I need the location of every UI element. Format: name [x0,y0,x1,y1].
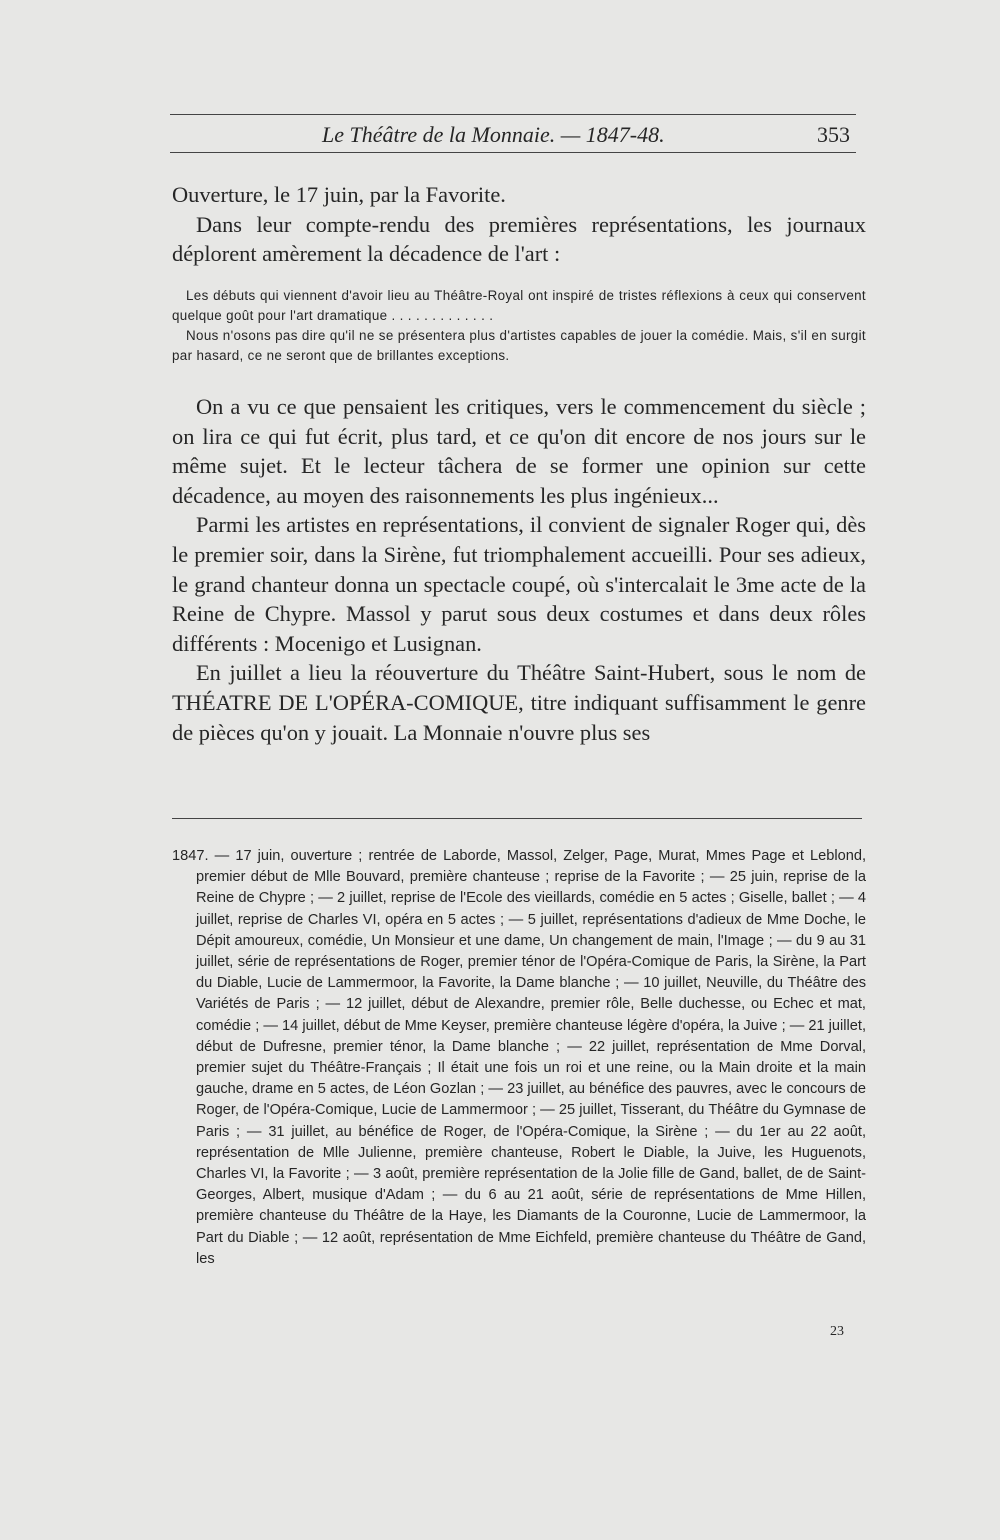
quote-paragraph: Nous n'osons pas dire qu'il ne se présentera plus d'artistes capables de jouer la comédie. Mais, s'il en surgit par hasard, ce ne seront que de brillantes exceptions. [172,328,866,363]
running-header [172,122,850,152]
paragraph: On a vu ce que pensaient les critiques, vers le commencement du siècle ; on lira ce qui fut écrit, plus tard, et ce qu'on dit encore de nos jours sur le même sujet. Et le lecteur tâchera de se former une opinion sur cette décadence, au moyen des raisonnements les plus ingénieux... [172,394,866,508]
header-rule-bottom [170,152,856,153]
page-number: 353 [817,122,850,147]
footnote-rule [172,818,862,819]
paragraph: En juillet a lieu la réouverture du Théâtre Saint-Hubert, sous le nom de THÉATRE DE L'OPÉRA-COMIQUE, titre indiquant suffisamment le genre de pièces qu'on y jouait. La Monnaie n'ouvre plus ses [172,660,866,745]
quote-paragraph: Les débuts qui viennent d'avoir lieu au Théâtre-Royal ont inspiré de tristes réflexions à ceux qui conservent quelque goût pour l'art dramatique . . . . . . . . . . . . . [172,288,866,323]
footnote-text: 1847. — 17 juin, ouverture ; rentrée de Laborde, Massol, Zelger, Page, Murat, Mmes Page et Leblond, premier début de Mlle Bouvard, première chanteuse ; reprise de la Favorite ; — 25 juin, reprise de la Reine de Chypre ; — 2 juillet, reprise de l'Ecole des vieillards, comédie en 5 actes ; Giselle, ballet ; — 4 juillet, reprise de Charles VI, opéra en 5 actes ; — 5 juillet, représentations d'adieux de Mme Doche, le Dépit amoureux, comédie, Un Monsieur et une dame, Un changement de main, l'Image ; — du 9 au 31 juillet, série de représentations de Roger, premier ténor de l'Opéra-Comique de Paris, la Sirène, la Part du Diable, Lucie de Lammermoor, la Favorite, la Dame blanche ; — 10 juillet, Neuville, du Théâtre des Variétés de Paris ; — 12 juillet, début de Alexandre, premier rôle, Belle duchesse, ou Echec et mat, comédie ; — 14 juillet, début de Mme Keyser, première chanteuse légère d'opéra, la Juive ; — 21 juillet, début de Dufresne, premier ténor, la Dame blanche ; — 22 juillet, représentation de Mme Dorval, premier sujet du Théâtre-Français ; Il était une fois un roi et une reine, ou la Main droite et la main gauche, drame en 5 actes, de Léon Gozlan ; — 23 juillet, au bénéfice des pauvres, avec le concours de Roger, de l'Opéra-Comique, Lucie de Lammermoor ; — 25 juillet, Tisserant, du Théâtre du Gymnase de Paris ; — 31 juillet, au bénéfice de Roger, de l'Opéra-Comique, la Sirène ; — du 1er au 22 août, représentation de Mlle Julienne, première chanteuse, Robert le Diable, la Juive, les Huguenots, Charles VI, la Favorite ; — 3 août, première représentation de la Jolie fille de Gand, ballet, de de Saint-Georges, Albert, musique d'Adam ; — du 6 au 21 août, série de représentations de Mme Hillen, première chanteuse du Théâtre de la Haye, les Diamants de la Couronne, Lucie de Lammermoor, la Part du Diable ; — 12 août, représentation de Mme Eichfeld, première chanteuse du Théâtre de Gand, les [172,848,866,1267]
body-top [172,180,866,269]
signature-mark: 23 [830,1324,844,1339]
quotation [172,286,866,366]
header-rule-top [170,114,856,115]
paragraph: Ouverture, le 17 juin, par la Favorite. [172,182,506,207]
body-main [172,392,866,747]
running-title: Le Théâtre de la Monnaie. — 1847-48. [322,122,665,147]
paragraph: Parmi les artistes en représentations, il convient de signaler Roger qui, dès le premier soir, dans la Sirène, fut triomphalement accueilli. Pour ses adieux, le grand chanteur donna un spectacle coupé, où s'intercalait le 3me acte de la Reine de Chypre. Massol y parut sous deux costumes et dans deux rôles différents : Mocenigo et Lusignan. [172,512,866,656]
paragraph: Dans leur compte-rendu des premières représentations, les journaux déplorent amèrement la décadence de l'art : [172,211,866,267]
footnote [172,846,866,1270]
